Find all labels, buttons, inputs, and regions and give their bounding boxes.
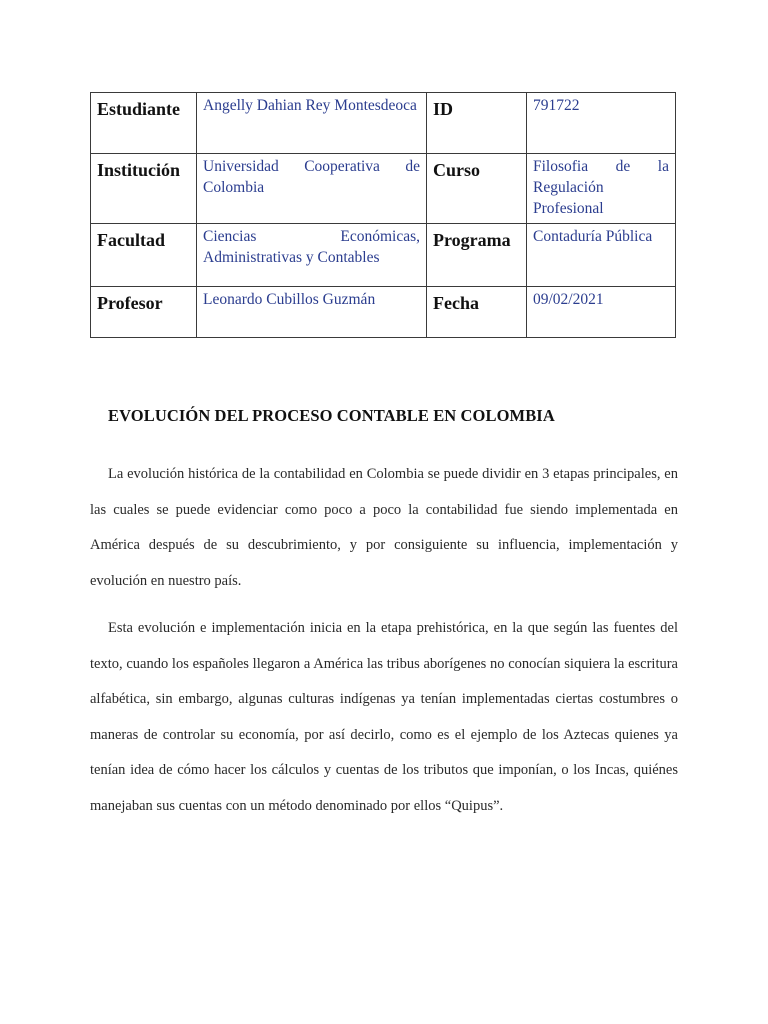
- paragraph-2: Esta evolución e implementación inicia en la etapa prehistórica, en la que según las fuentes del texto, cuando los españoles llegaron a América las tribus aborígenes no conocían siquiera la escritura alfabética, sin embargo, algunas culturas indígenas ya tenían implementadas ciertas costumbres o maneras de controlar su economía, por así decirlo, como es el ejemplo de los Aztecas quienes ya tenían idea de cómo hacer los cálculos y cuentas de los tributos que imponían, o los Incas, quiénes manejaban sus cuentas con un método denominado por ellos “Quipus”.: [90, 620, 678, 814]
- table-row: [91, 287, 676, 338]
- table-row: [91, 93, 676, 154]
- professor-label: Profesor: [91, 287, 197, 338]
- program-label: Programa: [427, 224, 527, 287]
- professor-value: Leonardo Cubillos Guzmán: [197, 287, 427, 338]
- document-title: EVOLUCIÓN DEL PROCESO CONTABLE EN COLOMBIA: [108, 406, 555, 425]
- institution-label: Institución: [91, 154, 197, 224]
- paragraph-1: La evolución histórica de la contabilidad en Colombia se puede dividir en 3 etapas principales, en las cuales se puede evidenciar como poco a poco la contabilidad fue siendo implementada en América después de su descubrimiento, y por consiguiente su influencia, implementación y evolución en nuestro país.: [90, 466, 678, 589]
- faculty-value: Ciencias Económicas, Administrativas y Contables: [197, 224, 427, 287]
- table-row: [91, 154, 676, 224]
- id-label: ID: [427, 93, 527, 154]
- program-value: Contaduría Pública: [527, 224, 676, 287]
- id-value: 791722: [527, 93, 676, 154]
- institution-value: Universidad Cooperativa de Colombia: [197, 154, 427, 224]
- date-value: 09/02/2021: [527, 287, 676, 338]
- table-row: [91, 224, 676, 287]
- student-value: Angelly Dahian Rey Montesdeoca: [197, 93, 427, 154]
- course-label: Curso: [427, 154, 527, 224]
- student-info-table: [90, 92, 676, 338]
- faculty-label: Facultad: [91, 224, 197, 287]
- student-label: Estudiante: [91, 93, 197, 154]
- date-label: Fecha: [427, 287, 527, 338]
- course-value: Filosofia de la Regulación Profesional: [527, 154, 676, 224]
